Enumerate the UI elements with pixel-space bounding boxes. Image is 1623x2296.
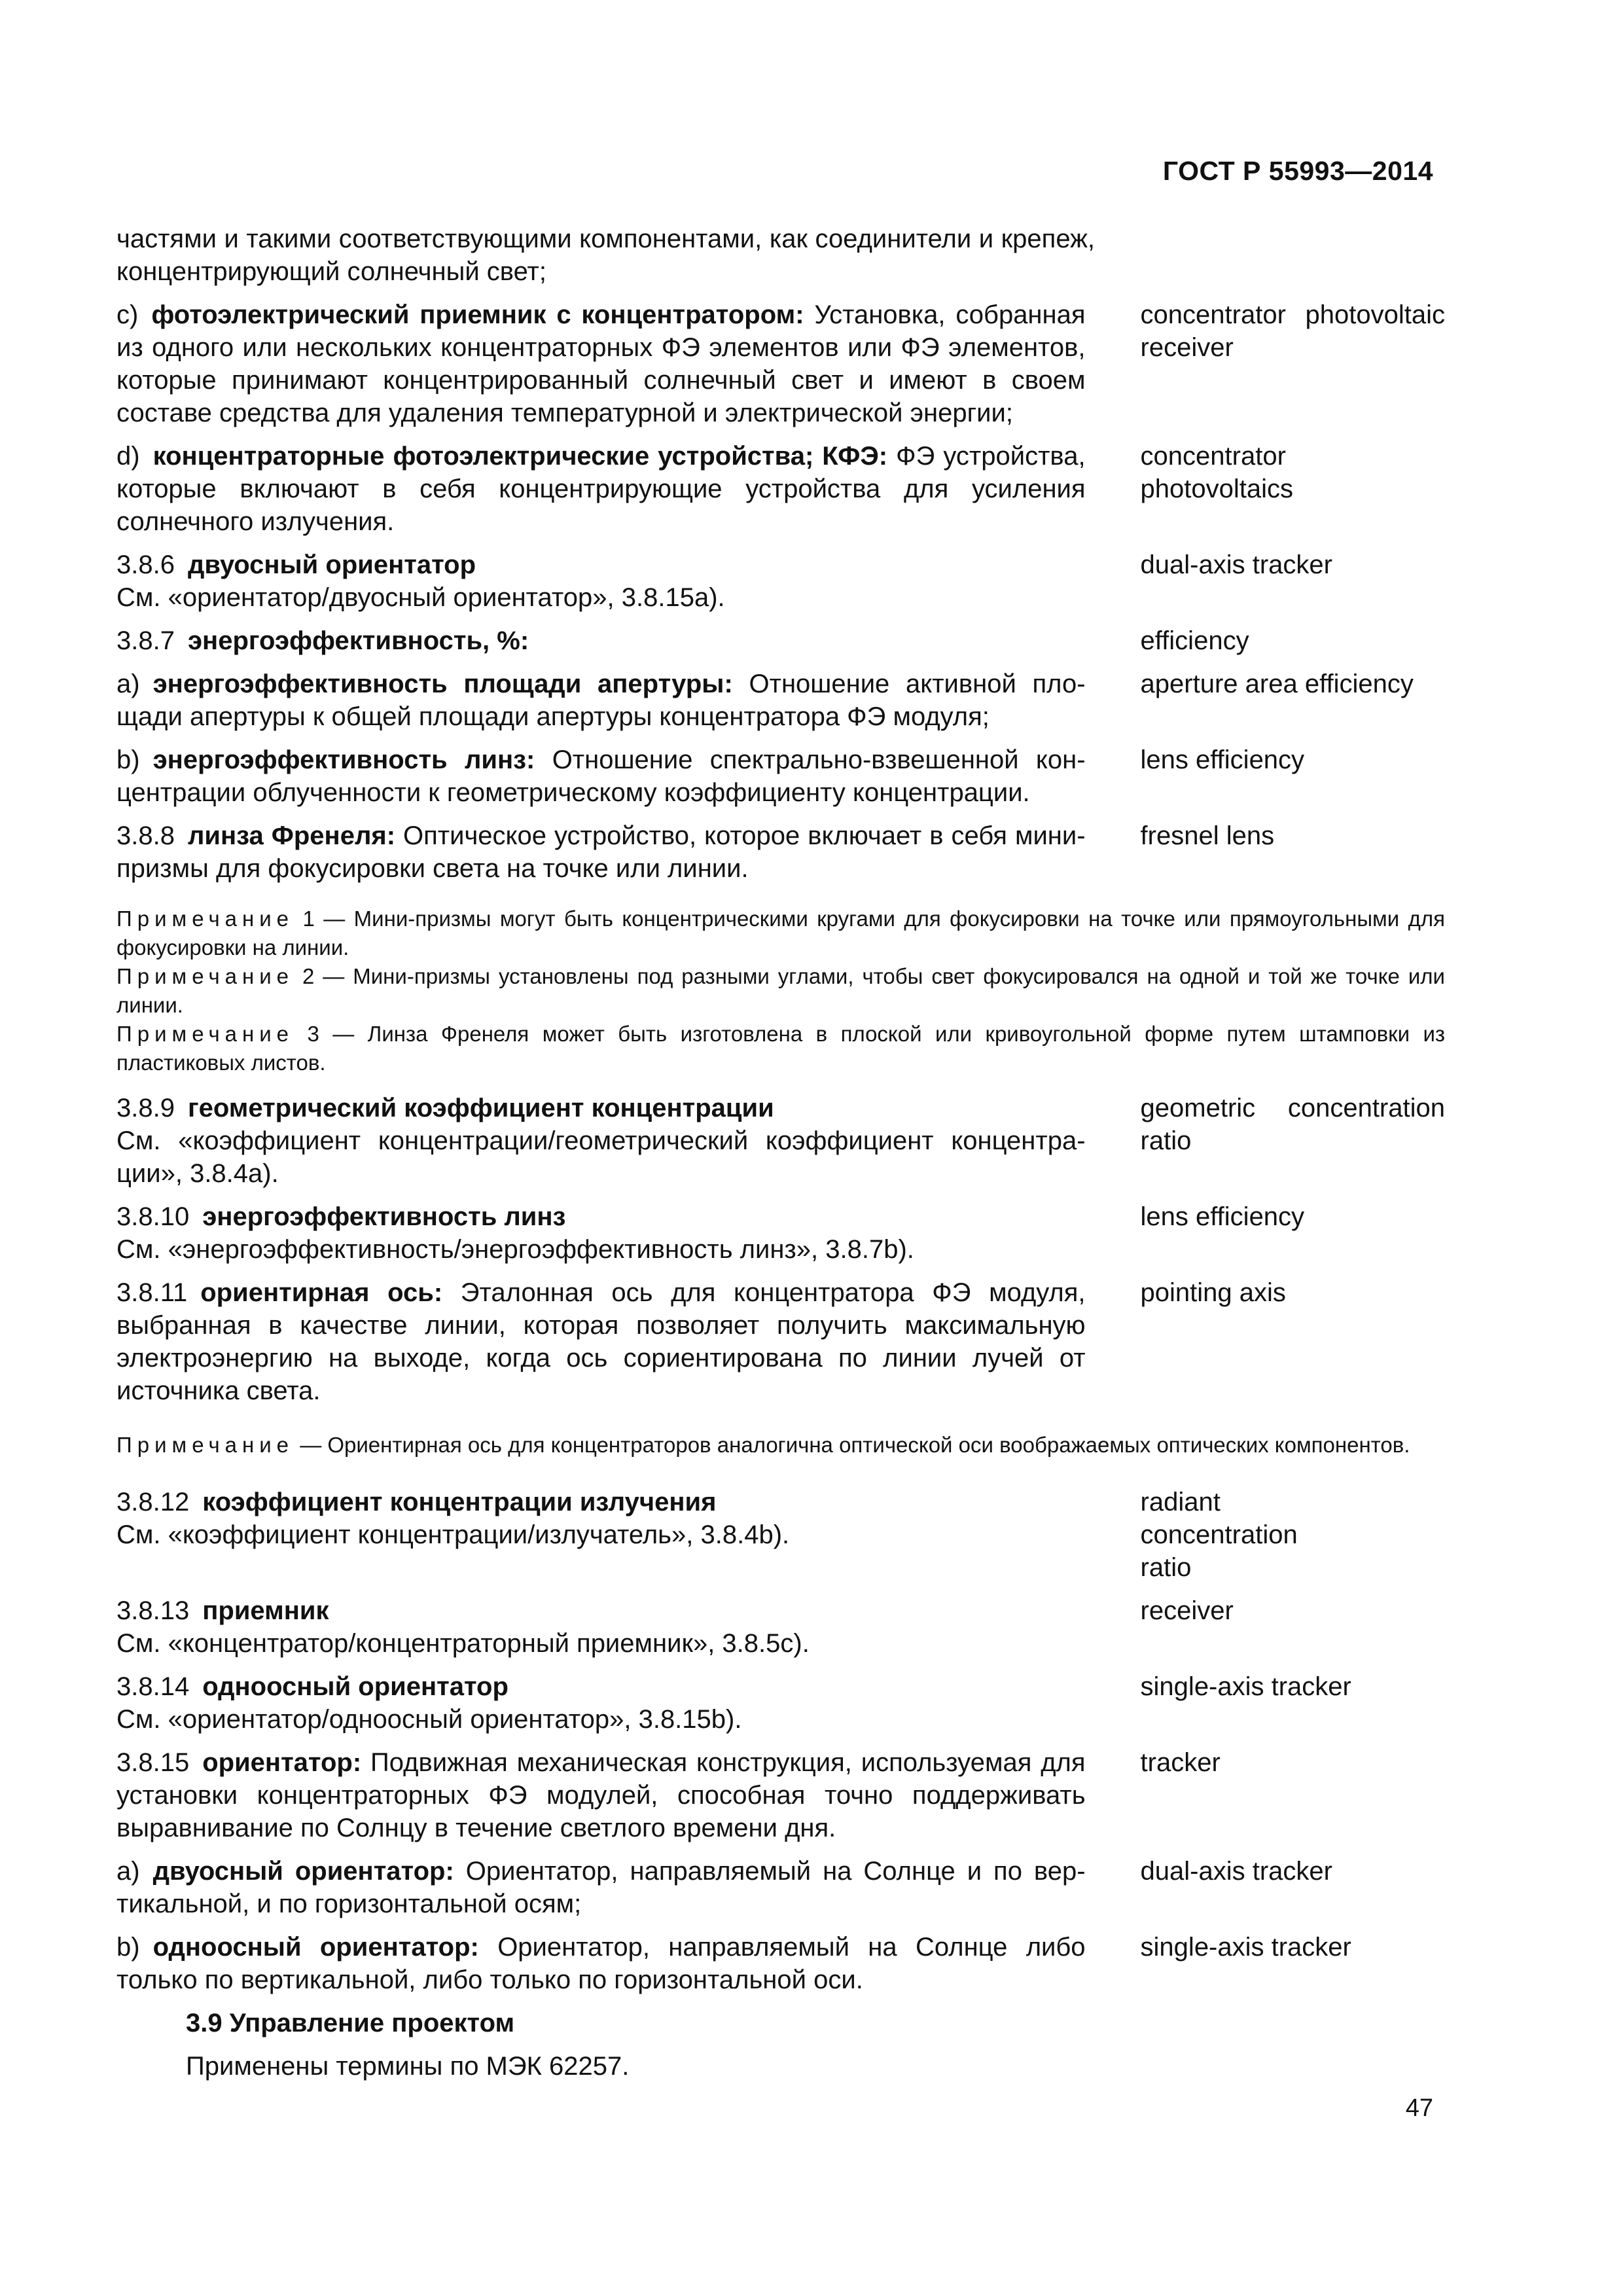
entry-number: 3.8.9 <box>116 1094 175 1122</box>
continuation-text: частями и такими соответствующими компонентами, как соединители и крепеж, концентрирующий солнечный свет; <box>116 224 1095 286</box>
note-label: Примечание <box>116 1433 294 1457</box>
english-term: dual-axis tracker <box>1140 550 1332 579</box>
entry-term: приемник <box>202 1596 329 1625</box>
entry-term: энергоэффективность площади апертуры: <box>152 670 733 698</box>
note-text: 2 — Мини-призмы установлены под разными углами, чтобы свет фокусировался на одной и той же точке или линии. <box>116 964 1445 1017</box>
entry-number: 3.8.15 <box>116 1748 190 1777</box>
note-text: 3 — Линза Френеля может быть изготовлена в плоской или кривоугольной форме путем штамповки из пластиковых листов. <box>116 1022 1446 1075</box>
entry-number: 3.8.12 <box>116 1488 190 1516</box>
term-entry <box>116 744 1445 809</box>
english-term: lens efficiency <box>1140 745 1305 774</box>
english-term: radiant concentration ratio <box>1140 1488 1298 1582</box>
term-entry <box>116 668 1445 733</box>
entry-definition: См. «ориентатор/одноосный ориентатор», 3.8.15b). <box>116 1705 742 1734</box>
entry-definition: Эталонная ось для концентратора ФЭ модуля, выбранная в качестве линии, которая позволяет получить максимальную электроэнергию на выходе, когда ось сориентирована по линии лучей от источника света. <box>116 1278 1086 1405</box>
term-entry <box>116 1276 1445 1407</box>
english-term: fresnel lens <box>1140 821 1275 850</box>
english-term: dual-axis tracker <box>1140 1857 1332 1886</box>
document-body <box>116 223 1445 2083</box>
entry-term: ориентирная ось: <box>200 1278 443 1307</box>
entry-term: энергоэффективность, %: <box>187 626 529 655</box>
entry-number: 3.8.8 <box>116 821 175 850</box>
term-entry <box>116 1594 1445 1660</box>
entry-definition: См. «энергоэффективность/энергоэффективность линз», 3.8.7b). <box>116 1235 914 1264</box>
entry-number: b) <box>116 1933 140 1962</box>
entry-number: a) <box>116 1857 140 1886</box>
entry-term: фотоэлектрический приемник с концентратором: <box>151 300 804 329</box>
entry-definition: Оптическое устройство, которое включает в себя мини-призмы для фокусировки света на точке или линии. <box>116 821 1086 883</box>
entry-term: ориентатор: <box>202 1748 362 1777</box>
entry-number: b) <box>116 745 140 774</box>
english-term: aperture area efficiency <box>1140 670 1414 698</box>
english-term: single-axis tracker <box>1140 1933 1351 1962</box>
entry-term: концентраторные фотоэлектрические устройства; КФЭ: <box>152 442 888 471</box>
term-entry <box>116 819 1445 885</box>
entry-definition: Отношение активной площади апертуры к общей площади апертуры концентратора ФЭ модуля; <box>116 670 1086 731</box>
english-term: tracker <box>1140 1748 1221 1777</box>
entry-term: энергоэффективность линз: <box>152 745 535 774</box>
entry-definition: См. «коэффициент концентрации/геометрический коэффициент концентрации», 3.8.4а). <box>116 1126 1086 1188</box>
entry-definition: ФЭ устройства, которые включают в себя концентрирующие устройства для усиления солнечного излучения. <box>116 442 1086 536</box>
term-entry <box>116 1746 1445 1844</box>
term-entry <box>116 1092 1445 1190</box>
entry-term: коэффициент концентрации излучения <box>202 1488 717 1516</box>
document-code: ГОСТ Р 55993—2014 <box>1162 156 1433 186</box>
note <box>116 905 1445 962</box>
entry-term: линза Френеля: <box>187 821 396 850</box>
entry-term: двуосный ориентатор <box>187 550 476 579</box>
term-entry <box>116 1200 1445 1266</box>
note-label: Примечание <box>116 1022 294 1046</box>
term-entry <box>116 1855 1445 1920</box>
continuation-row <box>116 223 1445 288</box>
notes-block <box>116 905 1445 1077</box>
note <box>116 1431 1445 1460</box>
term-entry <box>116 548 1445 614</box>
entry-term: одноосный ориентатор <box>202 1672 508 1701</box>
entry-number: c) <box>116 300 139 329</box>
entry-definition: Установка, собранная из одного или нескольких концентраторных ФЭ элементов или ФЭ элементов, которые принимают концентрированный солнечный свет и имеют в своем составе средства для удаления температурной и электрической энергии; <box>116 300 1086 427</box>
term-entry <box>116 440 1445 538</box>
entry-definition: Подвижная механическая конструкция, используемая для установки концентраторных ФЭ модулей, способная точно поддерживать выравнивание по Солнцу в течение светлого времени дня. <box>116 1748 1086 1842</box>
entry-number: d) <box>116 442 140 471</box>
entry-number: 3.8.6 <box>116 550 175 579</box>
entry-definition: Ориентатор, направляемый на Солнце и по вертикальной, и по горизонтальной осям; <box>116 1857 1086 1918</box>
term-entry <box>116 624 1445 657</box>
section-heading: 3.9 Управление проектом <box>186 2009 515 2037</box>
section-3-9 <box>186 2007 1445 2083</box>
note <box>116 962 1445 1020</box>
note-text: — Ориентирная ось для концентраторов аналогична оптической оси воображаемых оптических компонентов. <box>300 1433 1410 1457</box>
entry-term: двуосный ориентатор: <box>152 1857 454 1886</box>
term-entry <box>116 1670 1445 1736</box>
english-term: geometric concentration ratio <box>1140 1094 1445 1155</box>
entry-definition: См. «концентратор/концентраторный приемник», 3.8.5с). <box>116 1629 810 1658</box>
entry-number: 3.8.10 <box>116 1202 190 1231</box>
note-text: 1 — Мини-призмы могут быть концентрическими кругами для фокусировки на точке или прямоугольными для фокусировки на линии. <box>116 906 1445 960</box>
english-term: concentrator photovoltaic receiver <box>1140 300 1445 362</box>
english-term: efficiency <box>1140 626 1249 655</box>
term-entry <box>116 298 1445 429</box>
note-label: Примечание <box>116 964 294 988</box>
english-term: single-axis tracker <box>1140 1672 1351 1701</box>
entry-number: 3.8.13 <box>116 1596 190 1625</box>
entry-number: a) <box>116 670 140 698</box>
entry-definition: Отношение спектрально-взвешенной концентрации облученности к геометрическому коэффициенту концентрации. <box>116 745 1086 807</box>
page-number: 47 <box>1405 2094 1433 2122</box>
entry-definition: Ориентатор, направляемый на Солнце либо только по вертикальной, либо только по горизонтальной оси. <box>116 1933 1086 1994</box>
term-entry <box>116 1486 1445 1584</box>
entry-definition: См. «коэффициент концентрации/излучатель», 3.8.4b). <box>116 1520 790 1549</box>
entry-definition: См. «ориентатор/двуосный ориентатор», 3.8.15а). <box>116 583 725 612</box>
term-entry <box>116 1931 1445 1996</box>
english-term: pointing axis <box>1140 1278 1286 1307</box>
english-term: lens efficiency <box>1140 1202 1305 1231</box>
entry-number: 3.8.7 <box>116 626 175 655</box>
entry-term: одноосный ориентатор: <box>152 1933 479 1962</box>
entry-number: 3.8.11 <box>116 1278 188 1307</box>
entry-term: геометрический коэффициент концентрации <box>187 1094 774 1122</box>
english-term: receiver <box>1140 1596 1234 1625</box>
note <box>116 1020 1445 1077</box>
entry-term: энергоэффективность линз <box>202 1202 566 1231</box>
entry-number: 3.8.14 <box>116 1672 190 1701</box>
section-text: Применены термины по МЭК 62257. <box>186 2052 630 2081</box>
english-term: concentrator photovoltaics <box>1140 442 1294 503</box>
note-label: Примечание <box>116 906 294 931</box>
